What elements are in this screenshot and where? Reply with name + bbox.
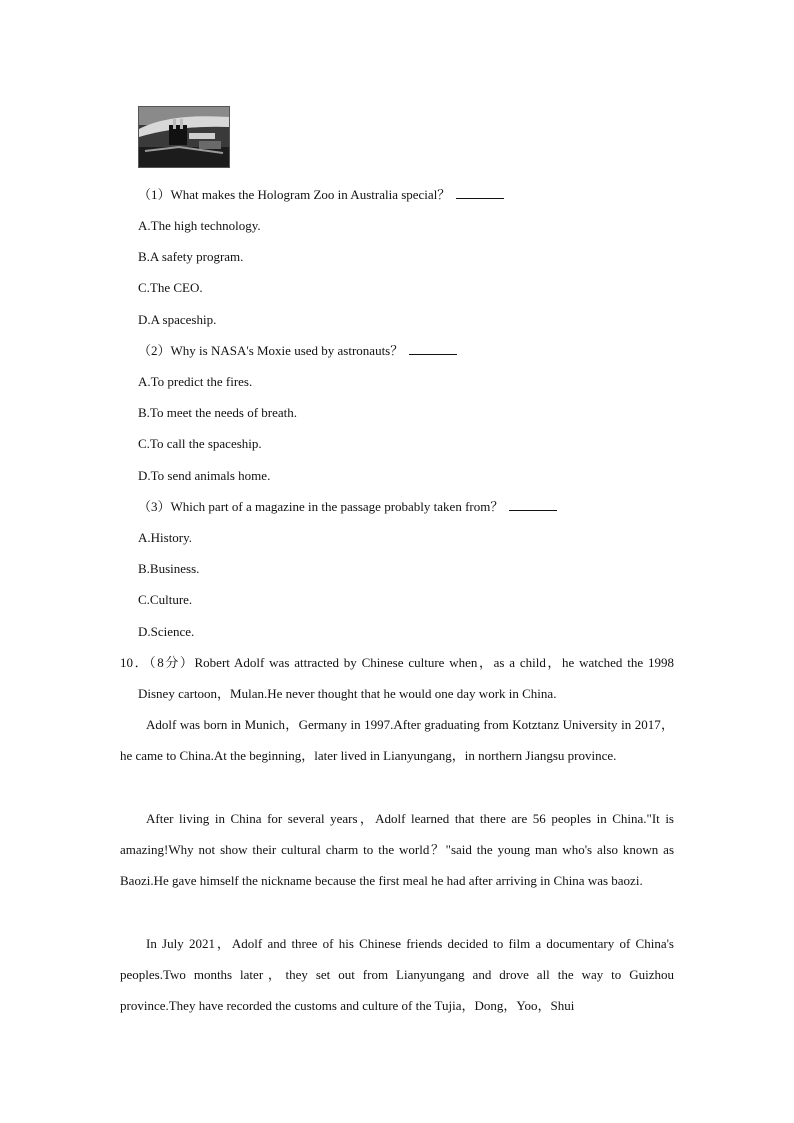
option-1d: D.A spaceship.	[138, 312, 217, 327]
option-2d: D.To send animals home.	[138, 468, 271, 483]
option-2c: C.To call the spaceship.	[138, 436, 262, 451]
question-3-text: Which part of a magazine in the passage probably taken from？	[170, 499, 504, 514]
item-10-score: （8分）	[149, 655, 195, 670]
question-3	[138, 499, 557, 515]
passage-paragraph-1-text: Adolf was born in Munich，Germany in 1997.After graduating from Kotztanz University in 2017，he came to China.At the beginning，later lived in Lianyungang，in northern Jiangsu province.	[120, 717, 674, 764]
option-2a: A.To predict the fires.	[138, 374, 253, 389]
item-10-intro	[120, 647, 674, 709]
question-2-text: Why is NASA's Moxie used by astronauts？	[170, 343, 404, 358]
option-2b: B.To meet the needs of breath.	[138, 405, 298, 420]
option-3b: B.Business.	[138, 561, 200, 576]
photo-graphic	[139, 107, 229, 167]
option-1c: C.The CEO.	[138, 280, 203, 295]
answer-blank-1[interactable]	[456, 188, 504, 199]
answer-blank-2[interactable]	[409, 344, 457, 355]
passage-paragraph-3-text: In July 2021，Adolf and three of his Chinese friends decided to film a documentary of China's peoples.Two months later，they set out from Lianyungang and drove all the way to Guizhou province.They have recorded the customs and culture of the Tujia，Dong，Yoo，Shui	[120, 936, 674, 1014]
question-2	[138, 343, 457, 359]
question-1-text: What makes the Hologram Zoo in Australia special？	[170, 187, 451, 202]
answer-blank-3[interactable]	[509, 500, 557, 511]
option-3c: C.Culture.	[138, 592, 193, 607]
question-1-number: （1）	[138, 187, 171, 202]
option-1a: A.The high technology.	[138, 218, 261, 233]
item-10-intro-text: Robert Adolf was attracted by Chinese culture when，as a child，he watched the 1998 Disney cartoon，Mulan.He never thought that he would one day work in China.	[138, 655, 674, 702]
option-1b: B.A safety program.	[138, 249, 244, 264]
option-3a: A.History.	[138, 530, 193, 545]
passage-paragraph-2-text: After living in China for several years，Adolf learned that there are 56 peoples in China."It is amazing!Why not show their cultural charm to the world？"said the young man who's also known as Baozi.He gave himself the nickname because the first meal he had after arriving in China was baozi.	[120, 811, 674, 889]
article-photo	[138, 106, 230, 168]
question-3-number: （3）	[138, 499, 171, 514]
option-3d: D.Science.	[138, 624, 195, 639]
passage-paragraph-1	[120, 709, 674, 771]
item-10-number: 10．	[120, 655, 150, 670]
passage-paragraph-2	[120, 803, 674, 897]
question-1	[138, 187, 504, 203]
question-2-number: （2）	[138, 343, 171, 358]
passage-paragraph-3	[120, 928, 674, 1022]
